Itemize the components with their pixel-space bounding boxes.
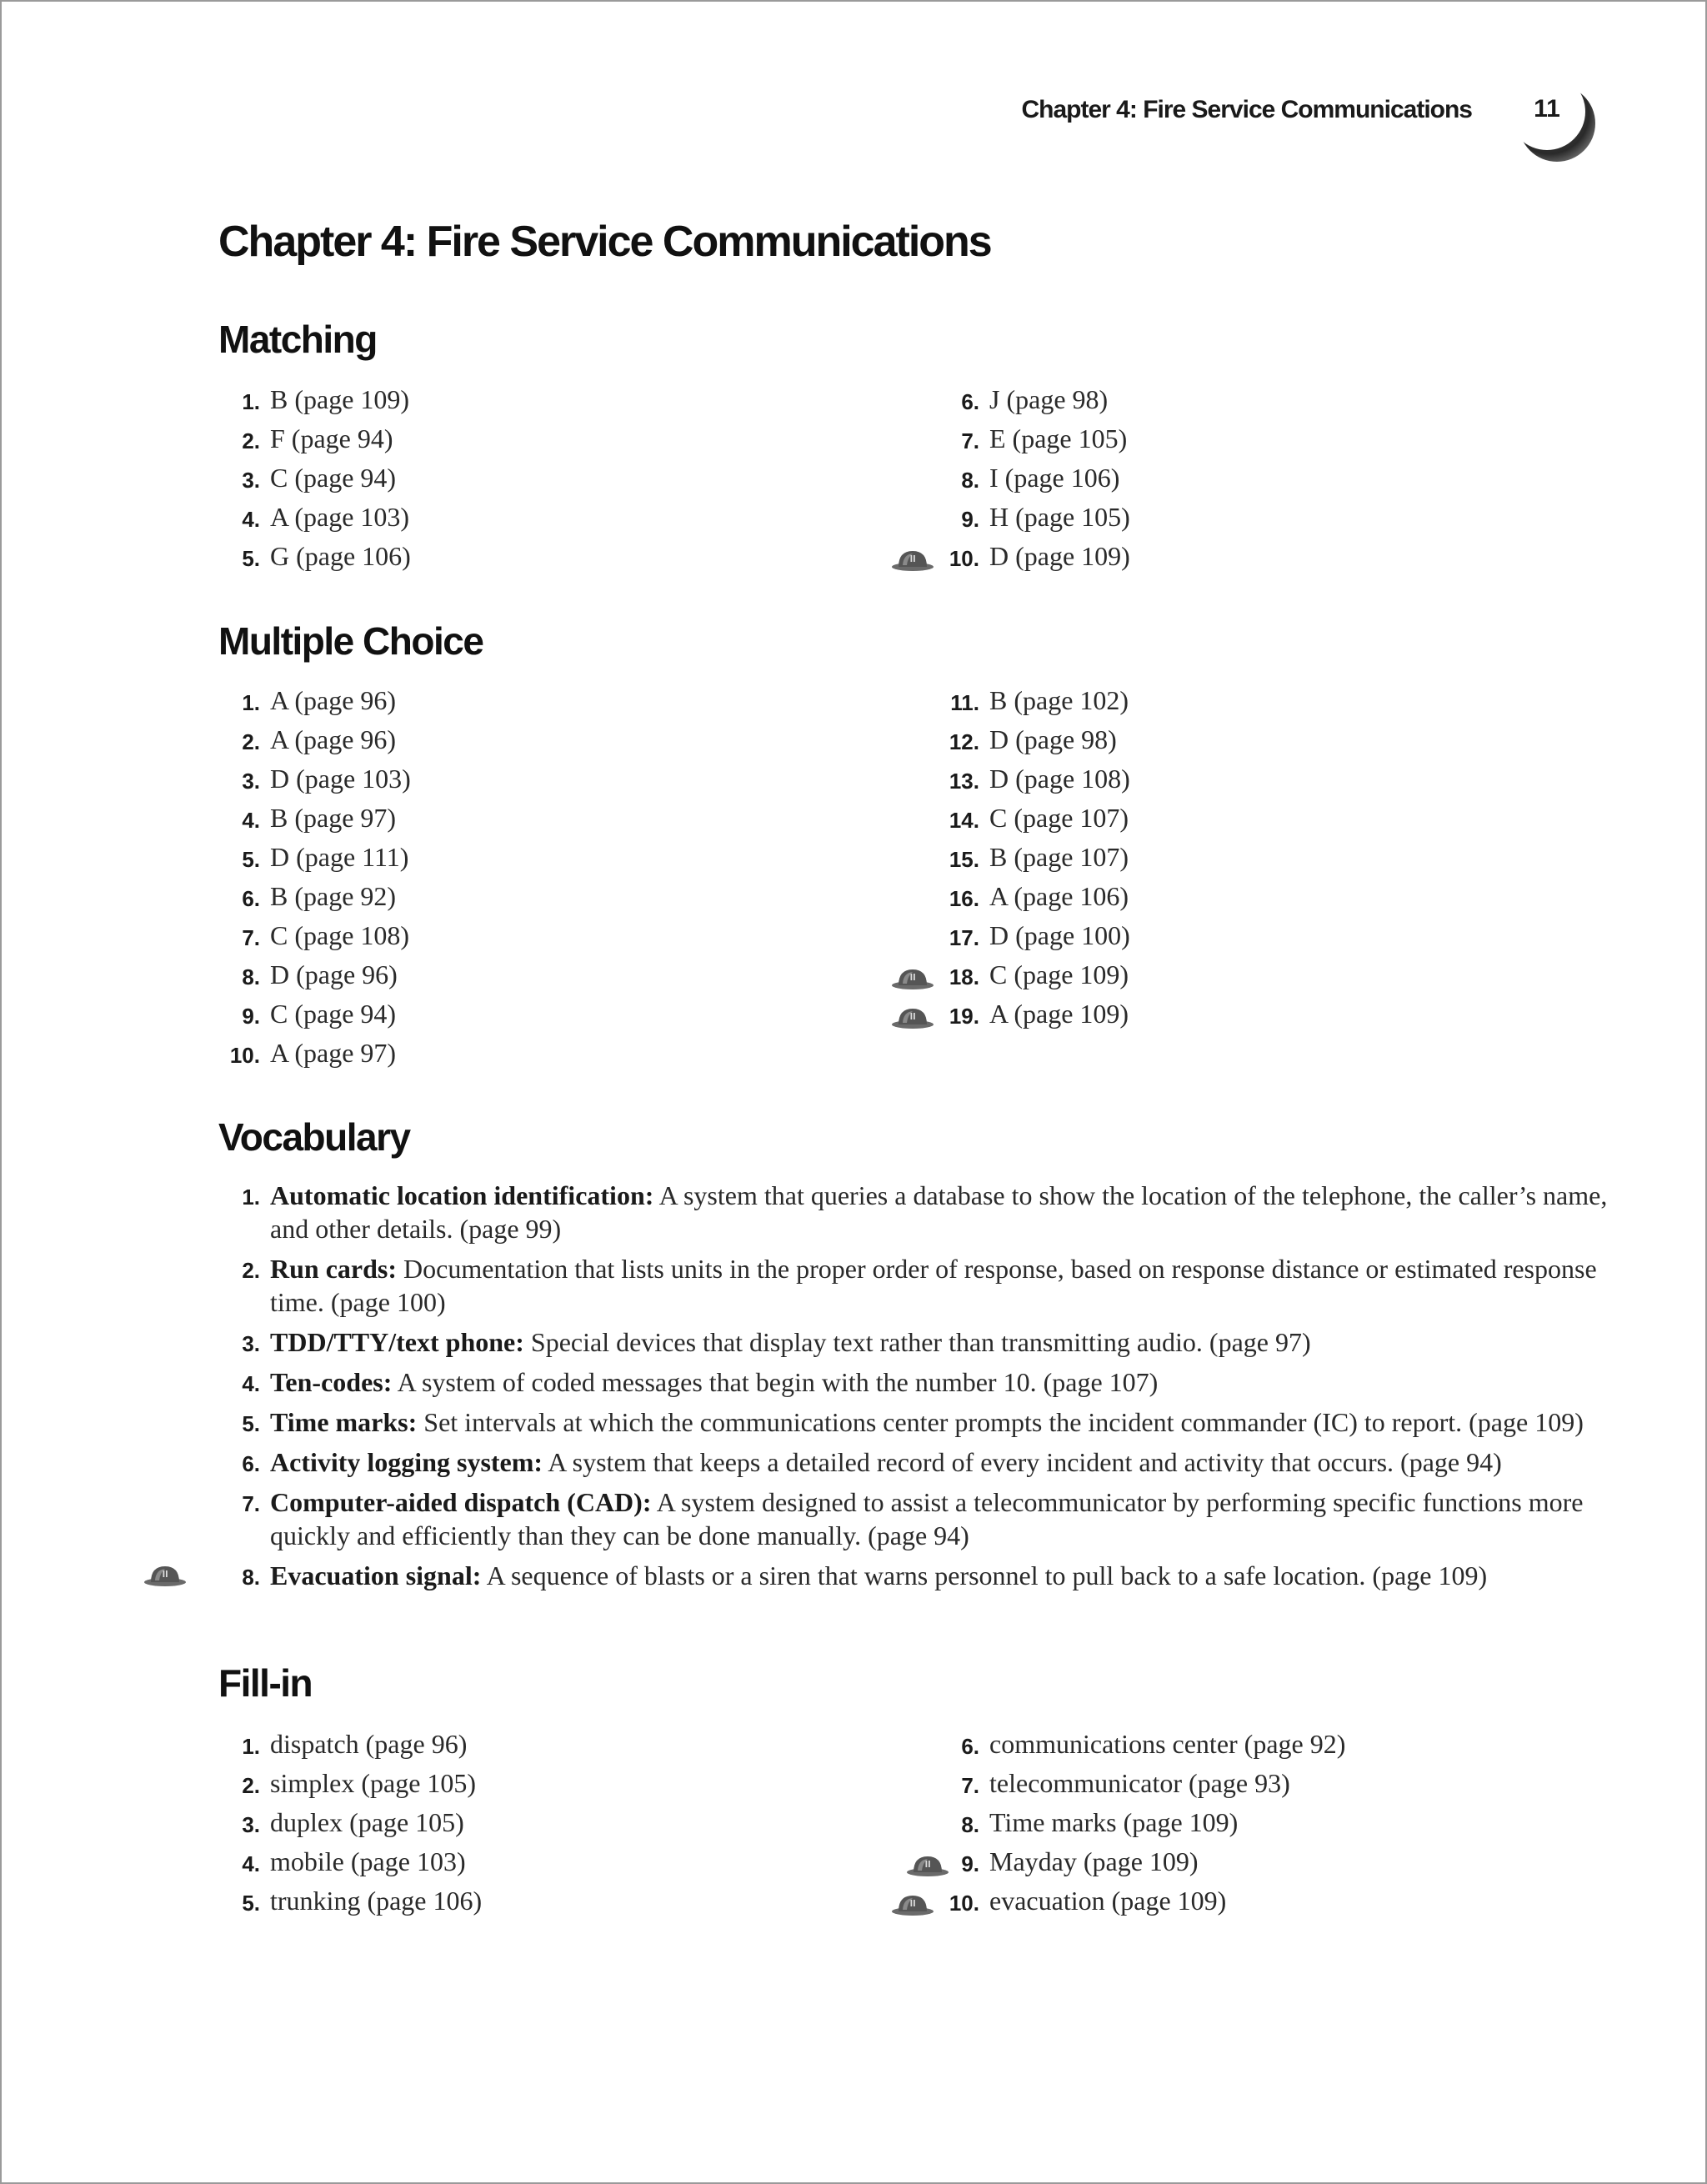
- item-number: 6.: [242, 886, 260, 911]
- vocabulary-definition: Set intervals at which the communications center prompts the incident commander (IC) to report. (page 109): [417, 1407, 1584, 1437]
- helmet-icon: [891, 966, 934, 991]
- matching-right-list: [938, 381, 1521, 577]
- item-answer: C (page 94): [270, 463, 397, 493]
- list-item: [218, 1765, 802, 1804]
- list-item: [218, 682, 802, 721]
- item-answer: I (page 106): [989, 463, 1120, 493]
- item-answer: trunking (page 106): [270, 1886, 483, 1916]
- item-answer: G (page 106): [270, 541, 411, 571]
- list-item: [938, 1804, 1688, 1843]
- item-number: 5.: [242, 546, 260, 571]
- multiple-choice-left-list: [218, 682, 802, 1074]
- vocabulary-number: 2.: [242, 1258, 260, 1283]
- item-answer: Mayday (page 109): [989, 1846, 1199, 1876]
- item-number: 8.: [961, 1812, 979, 1837]
- chapter-title: Chapter 4: Fire Service Communications: [218, 218, 991, 266]
- item-number: 5.: [242, 847, 260, 872]
- item-answer: D (page 96): [270, 959, 398, 989]
- item-answer: B (page 97): [270, 803, 397, 833]
- running-header-title: Chapter 4: Fire Service Communications: [1021, 96, 1472, 123]
- list-item: [938, 498, 1521, 538]
- matching-left-list: [218, 381, 802, 577]
- item-answer: D (page 103): [270, 764, 411, 794]
- vocabulary-item: [218, 1179, 1619, 1245]
- multiple-choice-right-list: [938, 682, 1521, 1034]
- vocabulary-term: Evacuation signal:: [270, 1560, 482, 1590]
- item-answer: A (page 109): [989, 999, 1129, 1029]
- item-number: 12.: [949, 729, 979, 754]
- item-answer: A (page 103): [270, 502, 410, 532]
- item-number: 17.: [949, 925, 979, 950]
- item-answer: evacuation (page 109): [989, 1886, 1227, 1916]
- list-item: [218, 995, 802, 1034]
- item-number: 19.: [949, 1004, 979, 1029]
- item-number: 1.: [242, 389, 260, 414]
- item-number: 14.: [949, 808, 979, 833]
- item-number: 7.: [242, 925, 260, 950]
- list-item: [938, 917, 1521, 956]
- vocabulary-term: Ten-codes:: [270, 1367, 393, 1397]
- list-item: [938, 839, 1521, 878]
- list-item: [218, 1726, 802, 1765]
- list-item: [938, 1843, 1688, 1882]
- vocabulary-term: Run cards:: [270, 1254, 398, 1284]
- list-item: [218, 538, 802, 577]
- vocabulary-item: [218, 1365, 1619, 1399]
- item-number: 16.: [949, 886, 979, 911]
- item-answer: C (page 108): [270, 920, 410, 950]
- item-number: 9.: [961, 507, 979, 532]
- list-item: [938, 878, 1521, 917]
- list-item: [938, 721, 1521, 760]
- item-number: 18.: [949, 964, 979, 989]
- vocabulary-item: [218, 1559, 1619, 1592]
- vocabulary-definition: A system that keeps a detailed record of every incident and activity that occurs. (page 94): [543, 1447, 1502, 1477]
- item-answer: D (page 111): [270, 842, 409, 872]
- item-number: 13.: [949, 769, 979, 794]
- item-answer: A (page 96): [270, 685, 397, 715]
- item-answer: B (page 107): [989, 842, 1129, 872]
- item-number: 15.: [949, 847, 979, 872]
- vocabulary-item: [218, 1445, 1619, 1479]
- item-number: 6.: [961, 389, 979, 414]
- item-answer: D (page 109): [989, 541, 1130, 571]
- fill-in-heading: Fill-in: [218, 1661, 313, 1705]
- vocabulary-number: 3.: [242, 1331, 260, 1356]
- list-item: [938, 381, 1521, 420]
- helmet-icon: [891, 1005, 934, 1030]
- multiple-choice-heading: Multiple Choice: [218, 619, 483, 663]
- matching-heading: Matching: [218, 318, 377, 361]
- list-item: [218, 917, 802, 956]
- item-answer: C (page 94): [270, 999, 397, 1029]
- item-answer: H (page 105): [989, 502, 1130, 532]
- item-answer: duplex (page 105): [270, 1807, 464, 1837]
- item-answer: C (page 107): [989, 803, 1129, 833]
- item-answer: A (page 106): [989, 881, 1129, 911]
- item-number: 9.: [242, 1004, 260, 1029]
- vocabulary-definition: Special devices that display text rather than transmitting audio. (page 97): [523, 1327, 1311, 1357]
- item-number: 9.: [961, 1851, 979, 1876]
- item-number: 5.: [242, 1891, 260, 1916]
- item-answer: C (page 109): [989, 959, 1129, 989]
- page-number: 11: [1534, 95, 1560, 123]
- list-item: [938, 538, 1521, 577]
- item-number: 4.: [242, 1851, 260, 1876]
- item-number: 1.: [242, 1734, 260, 1759]
- list-item: [218, 839, 802, 878]
- list-item: [218, 760, 802, 799]
- item-answer: B (page 109): [270, 384, 410, 414]
- item-number: 8.: [242, 964, 260, 989]
- vocabulary-item: [218, 1252, 1619, 1319]
- item-number: 1.: [242, 690, 260, 715]
- item-answer: Time marks (page 109): [989, 1807, 1239, 1837]
- item-answer: communications center (page 92): [989, 1729, 1346, 1759]
- list-item: [218, 878, 802, 917]
- vocabulary-definition: A system that queries a database to show the location of the telephone, the caller’s name, and other details. (page 99): [270, 1180, 1608, 1244]
- item-number: 4.: [242, 808, 260, 833]
- item-answer: B (page 92): [270, 881, 397, 911]
- list-item: [218, 1882, 802, 1921]
- item-number: 10.: [949, 1891, 979, 1916]
- item-number: 8.: [961, 468, 979, 493]
- vocabulary-definition: Documentation that lists units in the proper order of response, based on response distance or estimated response time. (page 100): [270, 1254, 1597, 1317]
- item-answer: B (page 102): [989, 685, 1129, 715]
- item-number: 3.: [242, 468, 260, 493]
- vocabulary-item: [218, 1485, 1619, 1552]
- list-item: [218, 381, 802, 420]
- list-item: [938, 420, 1521, 459]
- fill-in-left-list: [218, 1726, 802, 1921]
- vocabulary-number: 4.: [242, 1371, 260, 1396]
- item-answer: D (page 108): [989, 764, 1130, 794]
- item-number: 7.: [961, 428, 979, 453]
- vocabulary-number: 5.: [242, 1411, 260, 1436]
- list-item: [938, 760, 1521, 799]
- list-item: [938, 995, 1521, 1034]
- page-number-badge: [1509, 73, 1597, 162]
- item-number: 3.: [242, 1812, 260, 1837]
- vocabulary-number: 1.: [242, 1185, 260, 1210]
- vocabulary-term: Computer-aided dispatch (CAD):: [270, 1487, 652, 1517]
- list-item: [938, 1765, 1688, 1804]
- item-number: 10.: [949, 546, 979, 571]
- vocabulary-term: Automatic location identification:: [270, 1180, 654, 1210]
- list-item: [218, 1843, 802, 1882]
- list-item: [218, 799, 802, 839]
- item-answer: telecommunicator (page 93): [989, 1768, 1290, 1798]
- vocabulary-list: [218, 1179, 1619, 1599]
- item-number: 7.: [961, 1773, 979, 1798]
- fill-in-right-list: [938, 1726, 1688, 1921]
- list-item: [218, 459, 802, 498]
- item-number: 6.: [961, 1734, 979, 1759]
- list-item: [218, 1804, 802, 1843]
- vocabulary-definition: A system designed to assist a telecommunicator by performing specific functions more quickly and efficiently than they can be done manually. (page 94): [270, 1487, 1584, 1550]
- vocabulary-item: [218, 1405, 1619, 1439]
- helmet-icon: [891, 1892, 934, 1917]
- helmet-icon: [143, 1562, 187, 1587]
- item-answer: mobile (page 103): [270, 1846, 466, 1876]
- vocabulary-number: 6.: [242, 1451, 260, 1476]
- item-number: 11.: [950, 690, 979, 715]
- item-answer: J (page 98): [989, 384, 1109, 414]
- item-number: 2.: [242, 1773, 260, 1798]
- vocabulary-definition: A sequence of blasts or a siren that warns personnel to pull back to a safe location. (page 109): [481, 1560, 1488, 1590]
- list-item: [218, 721, 802, 760]
- list-item: [218, 420, 802, 459]
- vocabulary-term: Time marks:: [270, 1407, 418, 1437]
- item-answer: D (page 98): [989, 724, 1117, 754]
- vocabulary-term: TDD/TTY/text phone:: [270, 1327, 524, 1357]
- item-number: 3.: [242, 769, 260, 794]
- item-answer: A (page 96): [270, 724, 397, 754]
- list-item: [938, 799, 1521, 839]
- vocabulary-number: 8.: [242, 1565, 260, 1590]
- vocabulary-number: 7.: [242, 1491, 260, 1516]
- list-item: [938, 1726, 1688, 1765]
- item-answer: dispatch (page 96): [270, 1729, 468, 1759]
- vocabulary-item: [218, 1325, 1619, 1359]
- item-answer: F (page 94): [270, 423, 393, 453]
- item-number: 2.: [242, 428, 260, 453]
- item-answer: simplex (page 105): [270, 1768, 477, 1798]
- item-number: 2.: [242, 729, 260, 754]
- vocabulary-heading: Vocabulary: [218, 1115, 410, 1159]
- list-item: [938, 459, 1521, 498]
- helmet-icon: [891, 548, 934, 573]
- list-item: [938, 682, 1521, 721]
- vocabulary-term: Activity logging system:: [270, 1447, 543, 1477]
- item-answer: A (page 97): [270, 1038, 397, 1068]
- item-number: 4.: [242, 507, 260, 532]
- helmet-icon: [906, 1853, 949, 1878]
- list-item: [938, 956, 1521, 995]
- list-item: [938, 1882, 1688, 1921]
- item-answer: E (page 105): [989, 423, 1128, 453]
- item-number: 10.: [229, 1043, 260, 1068]
- vocabulary-definition: A system of coded messages that begin with the number 10. (page 107): [392, 1367, 1159, 1397]
- list-item: [218, 1034, 802, 1074]
- list-item: [218, 956, 802, 995]
- item-answer: D (page 100): [989, 920, 1130, 950]
- list-item: [218, 498, 802, 538]
